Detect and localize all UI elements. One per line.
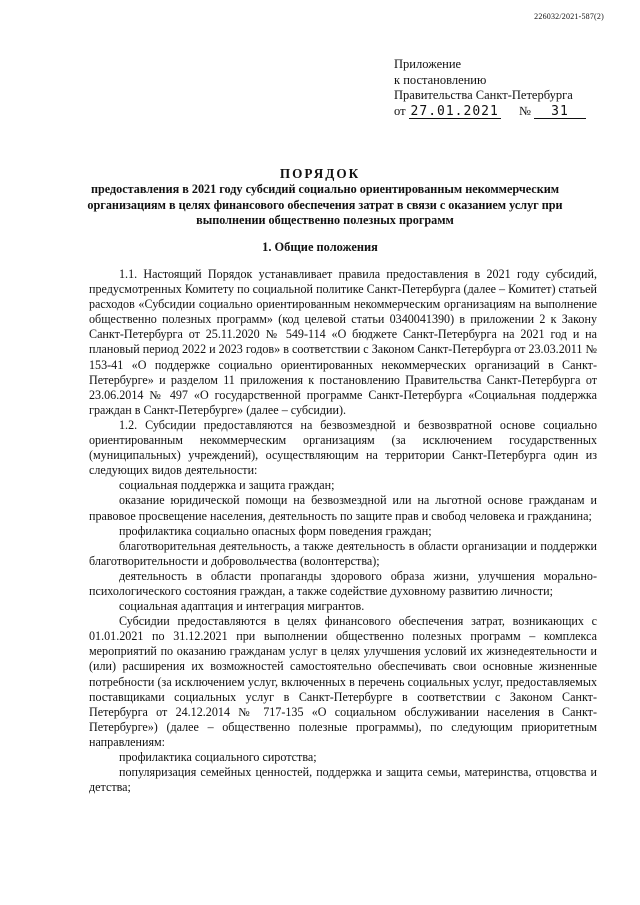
document-title: ПОРЯДОК: [279, 166, 361, 181]
appendix-block: [394, 57, 586, 119]
list-item: деятельность в области пропаганды здорового образа жизни, улучшения морально-психологического состояния граждан, а также содействие духовному развитию личности;: [89, 568, 597, 598]
list-item: благотворительная деятельность, а также деятельность в области организации и поддержки благотворительности и добровольчества (волонтерства);: [89, 538, 597, 568]
appendix-line-3: Правительства Санкт-Петербурга: [394, 88, 573, 103]
list-item: оказание юридической помощи на безвозмездной или на льготной основе гражданам и правовое просвещение населения, деятельность по защите прав и свобод человека и гражданина;: [89, 493, 597, 523]
from-label: от: [394, 103, 406, 118]
document-number: 226032/2021-587(2): [534, 12, 604, 21]
appendix-line-2: к постановлению: [394, 72, 487, 87]
resolution-date: 27.01.2021: [410, 103, 499, 119]
document-subtitle: предоставления в 2021 году субсидий социально ориентированным некоммерческим организациям в целях финансового обеспечения затрат в связи с оказанием услуг при выполнении общественно полезных программ: [87, 182, 563, 227]
list-item: социальная поддержка и защита граждан;: [119, 478, 335, 493]
number-label: №: [518, 103, 531, 118]
appendix-date-line: [394, 104, 586, 120]
list-item: профилактика социального сиротства;: [119, 750, 317, 764]
list-item: социальная адаптация и интеграция мигрантов.: [119, 599, 365, 614]
section-heading: 1. Общие положения: [262, 240, 378, 254]
resolution-number: 31: [534, 105, 586, 119]
document-body: [89, 267, 597, 795]
paragraph-1-2: 1.2. Субсидии предоставляются на безвозмездной и безвозвратной основе социально ориентированным некоммерческим организациям (за исключением государственных (муниципальных) учреждений), осуществляющим на территории Санкт-Петербурга один из следующих видов деятельности:: [89, 417, 597, 478]
appendix-line-1: Приложение: [394, 57, 462, 71]
list-item: профилактика социально опасных форм поведения граждан;: [119, 523, 432, 538]
paragraph-1-1: 1.1. Настоящий Порядок устанавливает правила предоставления в 2021 году субсидий, предусмотренных Комитету по социальной политике Санкт-Петербурга (далее – Комитет) статьей расходов «Субсидии социально ориентированным некоммерческим организациям на выполнение общественно полезных программ» (код целевой статьи 0340041390) в приложении 2 к Закону Санкт-Петербурга от 25.11.2020 № 549-114 «О бюджете Санкт-Петербурга на 2021 год и на плановый период 2022 и 2023 годов» в соответствии с Законом Санкт-Петербурга от 23.03.2011 № 153-41 «О поддержке социально ориентированных некоммерческих организаций в Санкт-Петербурге» и разделом 11 приложения к постановлению Правительства Санкт-Петербурга от 23.06.2014 № 497 «О государственной программе Санкт-Петербурга «Социальная поддержка граждан в Санкт-Петербурге» (далее – субсидии).: [89, 267, 598, 417]
paragraph-purpose: Субсидии предоставляются в целях финансового обеспечения затрат, возникающих с 01.01.2021 по 31.12.2021 при выполнении общественно полезных программ – комплекса мероприятий по оказанию гражданам услуг в целях улучшения условий их жизнедеятельности и (или) расширения их возможностей самостоятельно обеспечивать свои основные жизненные потребности (за исключением услуг, включенных в перечень социальных услуг, предоставляемых поставщиками социальных услуг в Санкт-Петербурге в соответствии с Законом Санкт-Петербурга от 24.12.2014 № 717-135 «О социальном обслуживании населения в Санкт-Петербурге») (далее – общественно полезные программы), по следующим приоритетным направлениям:: [89, 614, 597, 749]
list-item: популяризация семейных ценностей, поддержка и защита семьи, материнства, отцовства и детства;: [89, 765, 597, 795]
